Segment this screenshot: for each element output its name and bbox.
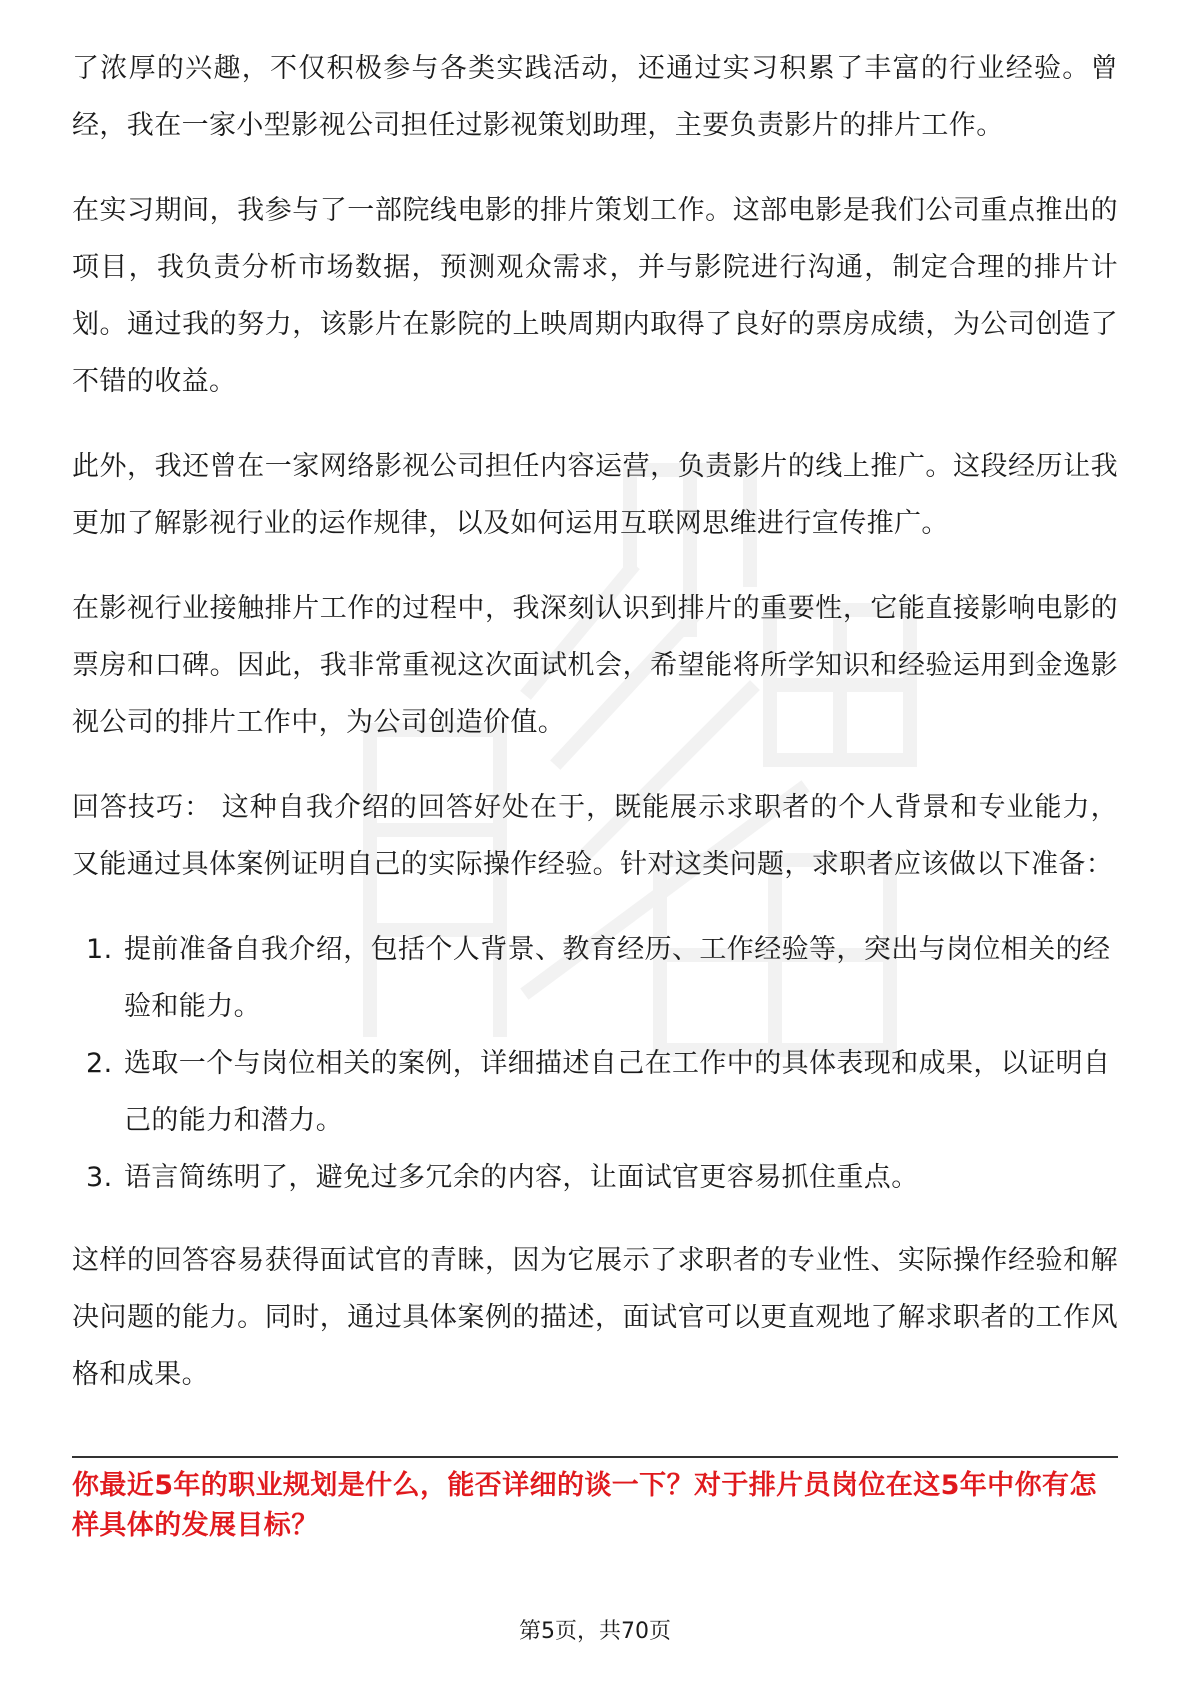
list-item-text: 选取一个与岗位相关的案例，详细描述自己在工作中的具体表现和成果，以证明自己的能力和潜力。 [124, 1048, 1111, 1136]
list-item [72, 921, 1118, 1035]
tips-list [72, 921, 1118, 1206]
paragraph-conclusion: 这样的回答容易获得面试官的青睐，因为它展示了求职者的专业性、实际操作经验和解决问题的能力。同时，通过具体案例的描述，面试官可以更直观地了解求职者的工作风格和成果。 [72, 1245, 1118, 1390]
list-item-number: 1. [86, 934, 113, 965]
page-number: 第5页，共70页 [519, 1619, 671, 1644]
list-item [72, 1035, 1118, 1149]
list-item-text: 语言简练明了，避免过多冗余的内容，让面试官更容易抓住重点。 [124, 1162, 919, 1193]
paragraph-importance-of-scheduling: 在影视行业接触排片工作的过程中，我深刻认识到排片的重要性，它能直接影响电影的票房和口碑。因此，我非常重视这次面试机会，希望能将所学知识和经验运用到金逸影视公司的排片工作中，为公司创造价值。 [72, 593, 1118, 738]
section-divider [72, 1456, 1118, 1458]
list-item-number: 3. [86, 1162, 113, 1193]
paragraph-online-operations: 此外，我还曾在一家网络影视公司担任内容运营，负责影片的线上推广。这段经历让我更加了解影视行业的运作规律，以及如何运用互联网思维进行宣传推广。 [72, 451, 1118, 539]
paragraph-internship-intro: 了浓厚的兴趣，不仅积极参与各类实践活动，还通过实习积累了丰富的行业经验。曾经，我在一家小型影视公司担任过影视策划助理，主要负责影片的排片工作。 [72, 53, 1118, 141]
document-body [72, 40, 1118, 1431]
list-item [72, 1149, 1118, 1206]
list-item-number: 2. [86, 1048, 113, 1079]
paragraph-internship-experience: 在实习期间，我参与了一部院线电影的排片策划工作。这部电影是我们公司重点推出的项目，我负责分析市场数据，预测观众需求，并与影院进行沟通，制定合理的排片计划。通过我的努力，该影片在影院的上映周期内取得了良好的票房成绩，为公司创造了不错的收益。 [72, 195, 1118, 397]
list-item-text: 提前准备自我介绍，包括个人背景、教育经历、工作经验等，突出与岗位相关的经验和能力。 [124, 934, 1111, 1022]
paragraph-answer-tips: 回答技巧： 这种自我介绍的回答好处在于，既能展示求职者的个人背景和专业能力，又能通过具体案例证明自己的实际操作经验。针对这类问题，求职者应该做以下准备： [72, 792, 1118, 880]
next-question-heading: 你最近5年的职业规划是什么，能否详细的谈一下？对于排片员岗位在这5年中你有怎样具体的发展目标？ [72, 1470, 1097, 1541]
